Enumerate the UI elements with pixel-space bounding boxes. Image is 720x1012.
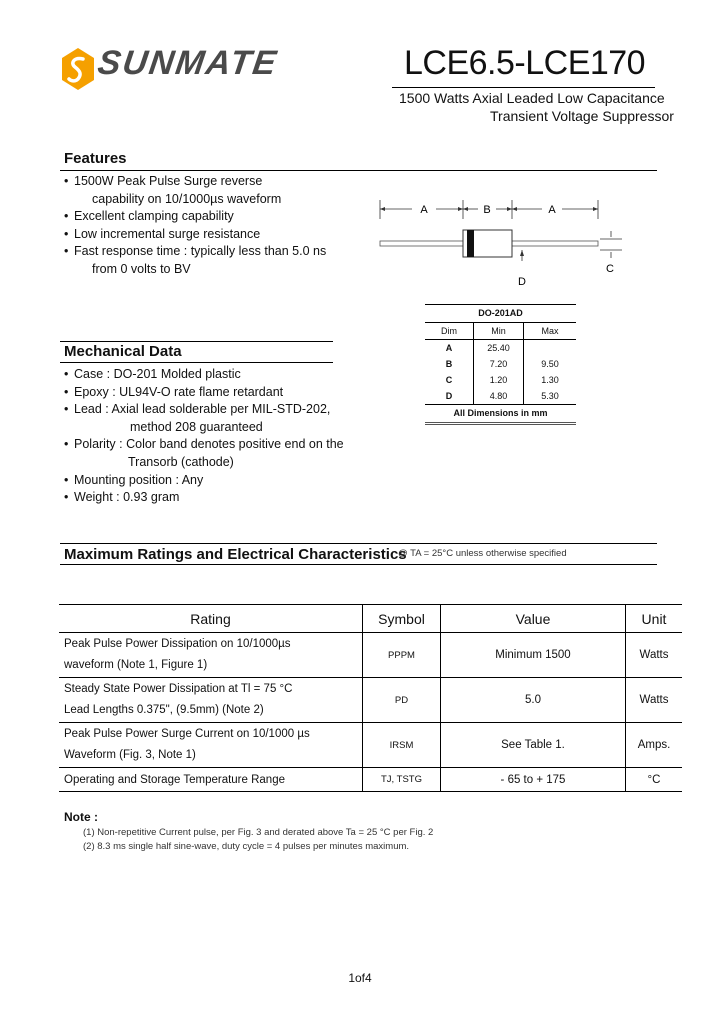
- dim-label-b: B: [483, 204, 491, 216]
- mechanical-item: • Polarity : Color band denotes positive end on the: [64, 436, 344, 454]
- ratings-rule-top: [60, 543, 657, 544]
- package-outline-diagram: [370, 195, 630, 285]
- value-cell: 5.0: [441, 678, 626, 723]
- subtitle-line-2: Transient Voltage Suppressor: [490, 108, 674, 124]
- symbol-cell: PPPM: [363, 633, 441, 678]
- brand-name: SUNMATE: [95, 44, 281, 82]
- dim-row: [425, 388, 576, 405]
- dim-cell: 1.30: [524, 372, 577, 388]
- dim-row: [425, 356, 576, 372]
- mechanical-item: Transorb (cathode): [128, 454, 234, 469]
- ratings-col-header: Symbol: [363, 605, 441, 633]
- rating-text: Peak Pulse Power Dissipation on 10/1000µs: [64, 638, 291, 650]
- unit-cell: Watts: [626, 678, 683, 723]
- rating-cell: [59, 678, 363, 723]
- mechanical-item: • Case : DO-201 Molded plastic: [64, 366, 344, 384]
- dim-row: [425, 372, 576, 388]
- ratings-table: [59, 604, 682, 792]
- dim-row: [425, 340, 576, 357]
- dimension-table-footer: All Dimensions in mm: [453, 408, 548, 418]
- note-item: (1) Non-repetitive Current pulse, per Fig. 3 and derated above Ta = 25 °C per Fig. 2: [83, 827, 434, 838]
- rating-cell: [59, 633, 363, 678]
- ratings-col-header: Value: [441, 605, 626, 633]
- unit-cell: Amps.: [626, 723, 683, 768]
- part-number-title: LCE6.5-LCE170: [404, 44, 646, 82]
- unit-cell: Watts: [626, 633, 683, 678]
- mechanical-item: • Mounting position : Any: [64, 472, 344, 490]
- mechanical-item: • Weight : 0.93 gram: [64, 489, 344, 507]
- mechanical-rule-bottom: [60, 362, 333, 363]
- ratings-rule-bottom: [60, 564, 657, 565]
- feature-item: capability on 10/1000µs waveform: [92, 191, 282, 206]
- dim-cell: B: [445, 359, 453, 369]
- dim-cell: 9.50: [524, 356, 577, 372]
- dim-cell: C: [445, 375, 453, 385]
- dimension-table: [425, 304, 576, 425]
- title-underline: [392, 87, 655, 88]
- rating-cell: [59, 723, 363, 768]
- features-heading: Features: [64, 150, 127, 167]
- feature-item: • 1500W Peak Pulse Surge reverse: [64, 173, 326, 191]
- ratings-row: [59, 768, 682, 792]
- rating-text: waveform (Note 1, Figure 1): [64, 659, 208, 671]
- features-rule: [60, 170, 657, 171]
- dim-cell: [524, 340, 577, 357]
- symbol-cell: TJ, TSTG: [363, 768, 441, 792]
- symbol-cell: PD: [363, 678, 441, 723]
- dim-cell: D: [445, 391, 453, 401]
- value-cell: Minimum 1500: [441, 633, 626, 678]
- value-cell: - 65 to + 175: [441, 768, 626, 792]
- feature-item: • Excellent clamping capability: [64, 208, 326, 226]
- unit-cell: °C: [626, 768, 683, 792]
- mechanical-heading: Mechanical Data: [64, 343, 182, 360]
- mechanical-item: • Epoxy : UL94V-O rate flame retardant: [64, 384, 344, 402]
- rating-text: Operating and Storage Temperature Range: [64, 773, 285, 786]
- page-number: 1of4: [348, 971, 372, 985]
- ratings-row: [59, 678, 682, 723]
- rating-text: Lead Lengths 0.375", (9.5mm) (Note 2): [64, 704, 264, 716]
- subtitle-line-1: 1500 Watts Axial Leaded Low Capacitance: [399, 90, 665, 106]
- dim-cell: 5.30: [524, 388, 577, 405]
- rating-text: Steady State Power Dissipation at Tl = 75 °C: [64, 683, 293, 695]
- feature-item: • Fast response time : typically less than 5.0 ns: [64, 243, 326, 261]
- dim-label-a-right: A: [548, 204, 556, 216]
- dim-label-c: C: [606, 263, 614, 275]
- mechanical-item: method 208 guaranteed: [130, 419, 263, 434]
- dim-label-a: A: [420, 204, 428, 216]
- dim-col-header: Dim: [441, 326, 457, 336]
- ratings-row: [59, 723, 682, 768]
- ratings-heading: Maximum Ratings and Electrical Characteristics: [64, 546, 407, 563]
- dim-cell: 25.40: [474, 340, 524, 357]
- dim-cell: 1.20: [474, 372, 524, 388]
- dim-col-header: Min: [474, 323, 524, 340]
- notes-list: [83, 826, 433, 854]
- dim-cell: A: [445, 343, 453, 353]
- notes-heading: Note :: [64, 810, 98, 824]
- dim-cell: 4.80: [474, 388, 524, 405]
- note-item: (2) 8.3 ms single half sine-wave, duty cycle = 4 pulses per minutes maximum.: [83, 841, 410, 852]
- value-cell: See Table 1.: [441, 723, 626, 768]
- dim-cell: 7.20: [474, 356, 524, 372]
- mechanical-list: [64, 366, 344, 507]
- rating-text: Waveform (Fig. 3, Note 1): [64, 749, 196, 761]
- symbol-cell: IRSM: [363, 723, 441, 768]
- ratings-row: [59, 633, 682, 678]
- feature-item: • Low incremental surge resistance: [64, 226, 326, 244]
- dim-col-header: Max: [524, 323, 577, 340]
- dim-label-d: D: [518, 276, 526, 285]
- mechanical-item: • Lead : Axial lead solderable per MIL-STD-202,: [64, 401, 344, 419]
- mechanical-rule-top: [60, 341, 333, 342]
- feature-item: from 0 volts to BV: [92, 261, 191, 276]
- ratings-col-header: Unit: [626, 605, 683, 633]
- sunmate-logo-icon: [60, 46, 96, 92]
- ratings-condition: @ TA = 25°C unless otherwise specified: [398, 548, 567, 559]
- rating-text: Peak Pulse Power Surge Current on 10/1000 µs: [64, 728, 310, 740]
- features-list: [64, 173, 326, 279]
- ratings-col-header: Rating: [59, 605, 363, 633]
- dimension-table-title: DO-201AD: [425, 305, 576, 323]
- rating-cell: [59, 768, 363, 792]
